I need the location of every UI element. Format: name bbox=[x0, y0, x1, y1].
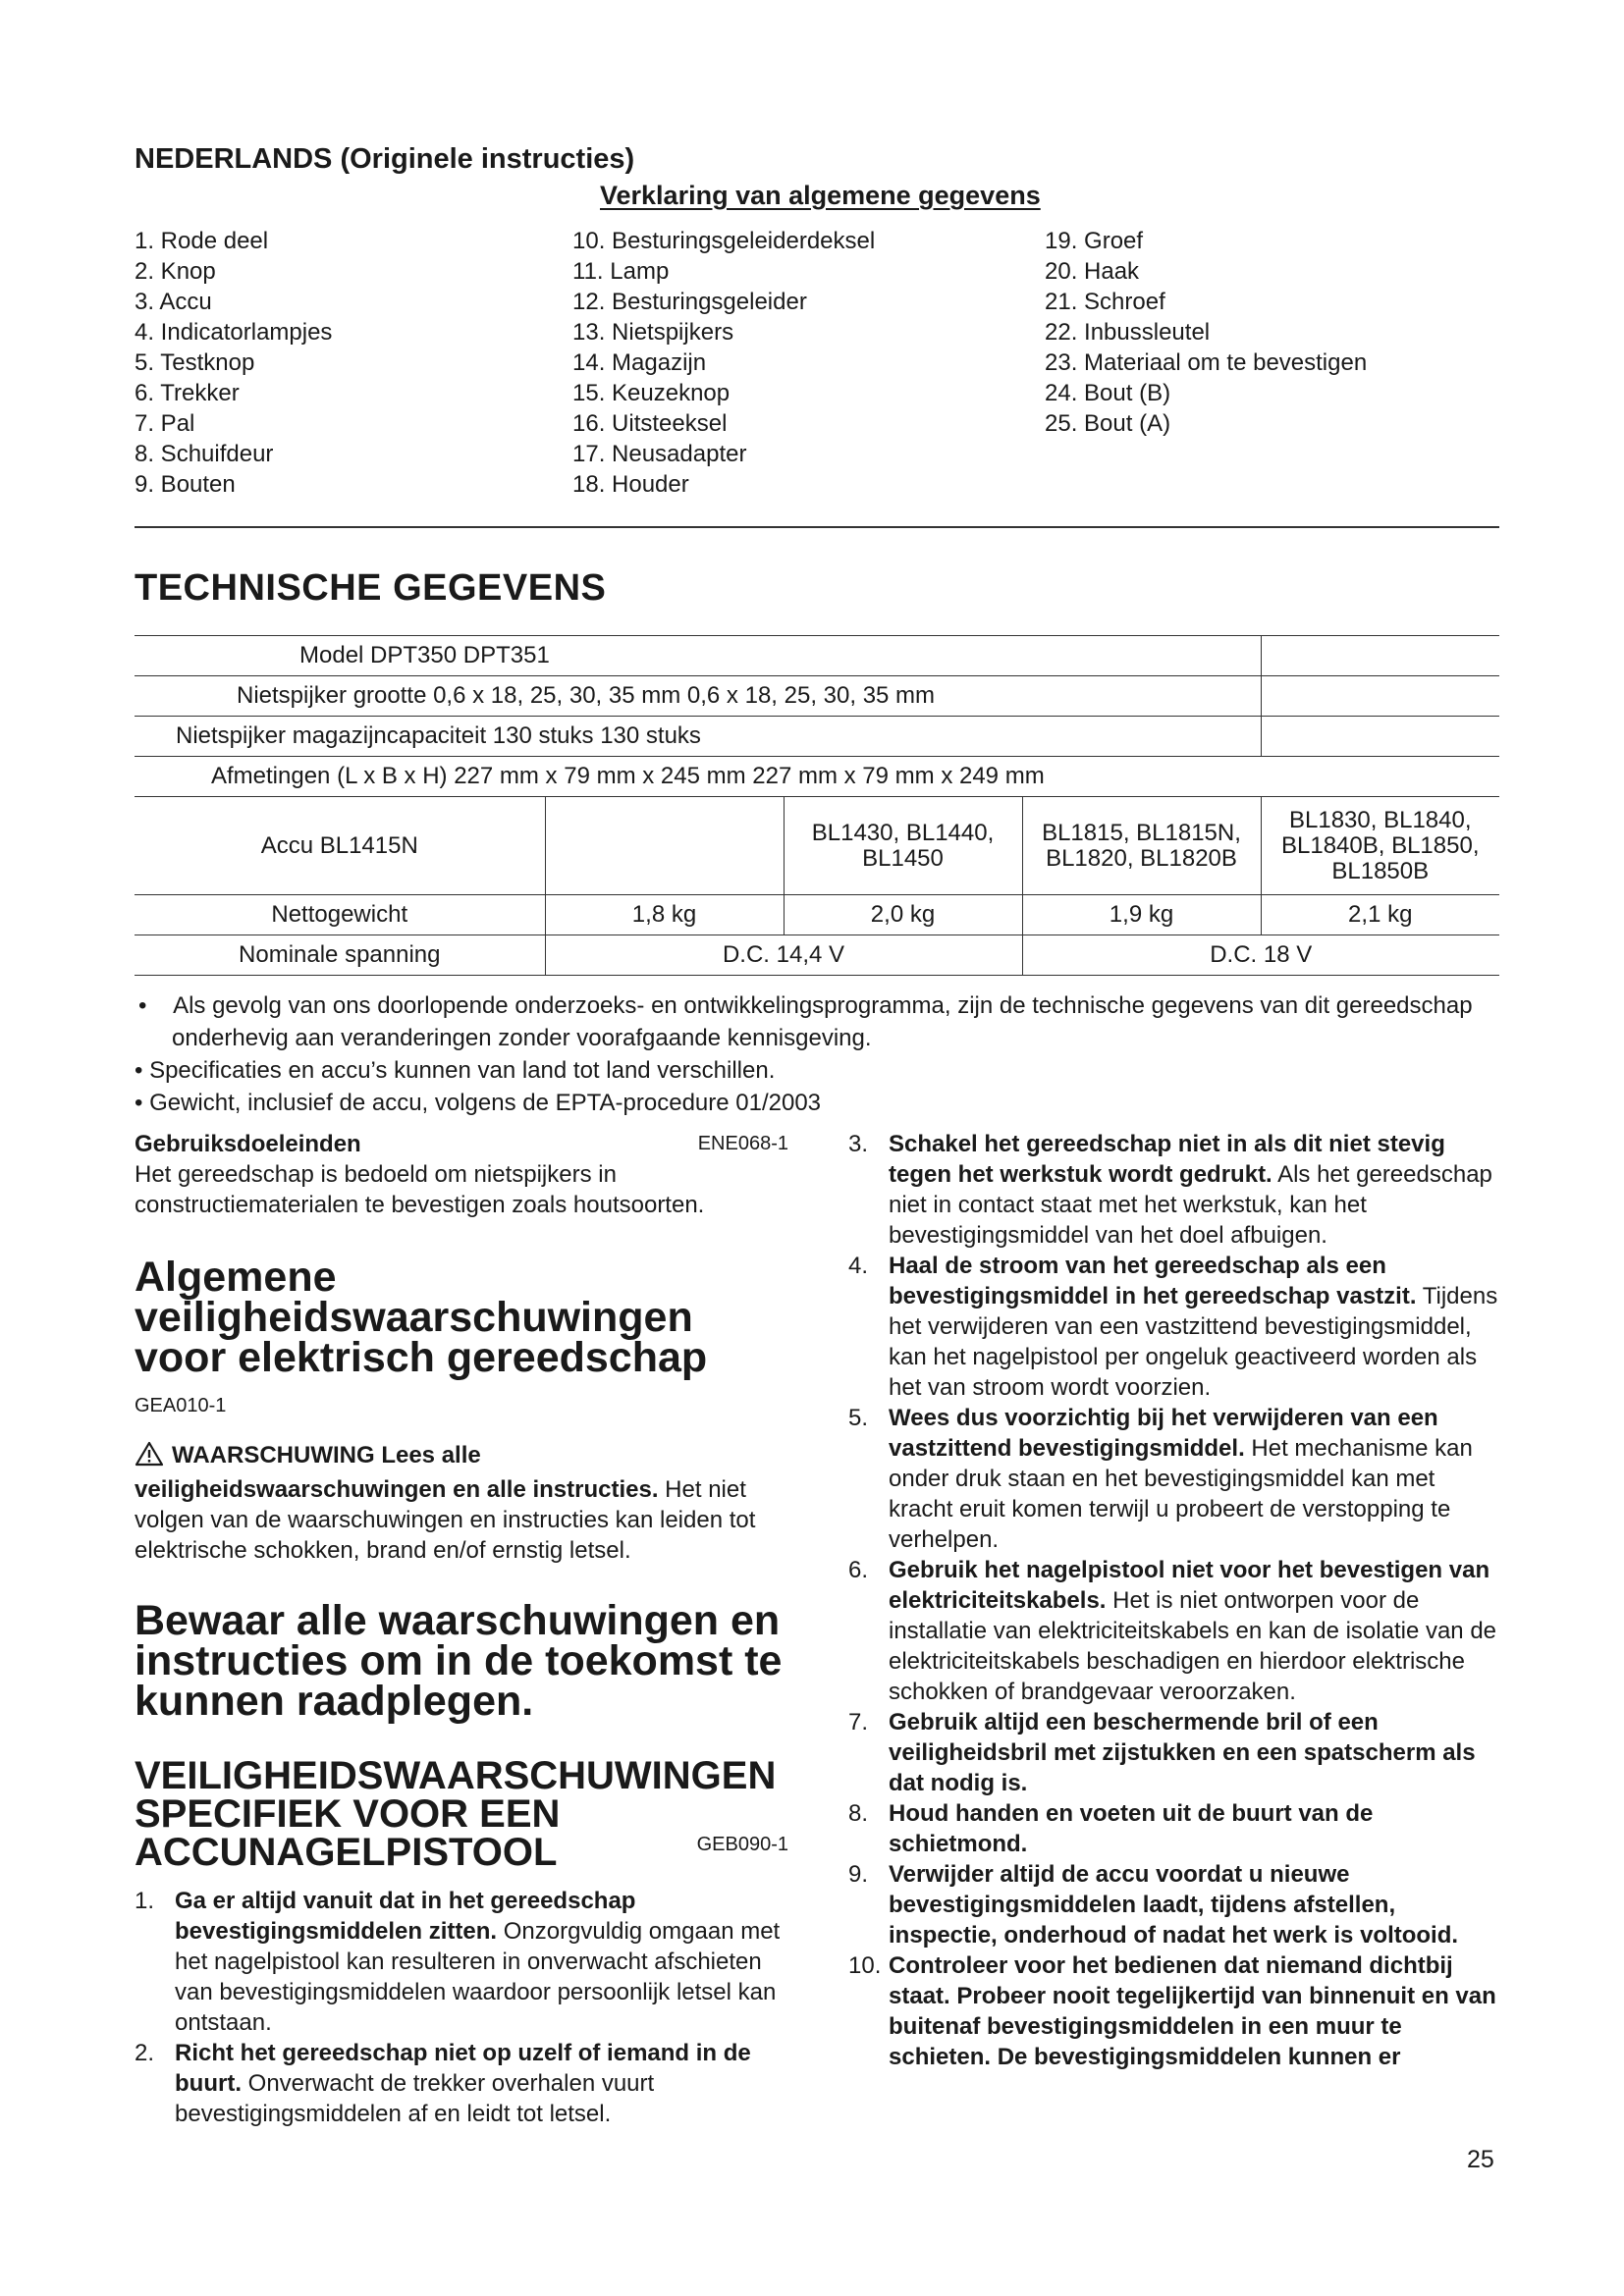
list-item: 8. Houd handen en voeten uit de buurt van de schietmond. bbox=[848, 1800, 1374, 1857]
legend-item: 24. Bout (B) bbox=[1045, 380, 1171, 406]
save-instructions-heading: Bewaar alle waarschuwingen en instructies om in de toekomst te kunnen raadplegen. bbox=[135, 1597, 783, 1725]
spec-weight-cell: 2,1 kg bbox=[1261, 895, 1499, 935]
legend-item: 8. Schuifdeur bbox=[135, 441, 274, 467]
table-row bbox=[135, 636, 1499, 676]
warning-icon bbox=[135, 1441, 164, 1474]
legend-item: 20. Haak bbox=[1045, 258, 1140, 285]
note-item: • Gewicht, inclusief de accu, volgens de EPTA-procedure 01/2003 bbox=[135, 1090, 822, 1116]
spec-accu-cell: BL1830, BL1840, BL1840B, BL1850, BL1850B bbox=[1261, 797, 1499, 895]
spec-dimensions: Afmetingen (L x B x H) 227 mm x 79 mm x 245 mm 227 mm x 79 mm x 249 mm bbox=[135, 757, 1499, 797]
legend-item: 2. Knop bbox=[135, 258, 216, 285]
legend-item: 12. Besturingsgeleider bbox=[572, 289, 807, 315]
legend-item: 6. Trekker bbox=[135, 380, 240, 406]
general-safety-heading: Algemene veiligheidswaarschuwingen voor elektrisch gereedschap GEA010-1 bbox=[135, 1254, 708, 1416]
legend-item: 9. Bouten bbox=[135, 471, 236, 498]
list-item: 3. Schakel het gereedschap niet in als dit niet stevig tegen het werkstuk wordt gedrukt. Als het gereedschap niet in contact staat met het werkstuk, kan het bevestigingsmiddel van het doel afbuigen. bbox=[848, 1131, 1492, 1249]
spec-accu-label: Accu BL1415N bbox=[135, 797, 545, 895]
table-row bbox=[135, 676, 1499, 717]
list-item: 6. Gebruik het nagelpistool niet voor het bevestigen van elektriciteitskabels. Het is niet ontworpen voor de installatie van elektriciteitskabels en kan de isolatie van de elektriciteitskabels beschadigen en hierdoor elektrische schokken of brandgevaar veroorzaken. bbox=[848, 1557, 1497, 1705]
list-item: 1. Ga er altijd vanuit dat in het gereedschap bevestigingsmiddelen zitten. Onzorgvuldig omgaan met het nagelpistool kan resulteren in onverwacht afschieten van bevestigingsmiddelen waardoor persoonlijk letsel kan ontstaan. bbox=[135, 1888, 781, 2036]
section-divider bbox=[135, 526, 1499, 528]
intended-use-heading: Gebruiksdoeleinden ENE068-1 bbox=[135, 1131, 788, 1157]
ref-code: GEA010-1 bbox=[135, 1395, 227, 1416]
spec-capacity: Nietspijker magazijncapaciteit 130 stuks 130 stuks bbox=[135, 717, 1261, 757]
legend-column-2 bbox=[572, 226, 875, 500]
spec-weight-cell: 1,9 kg bbox=[1022, 895, 1261, 935]
list-item: 7. Gebruik altijd een beschermende bril of een veiligheidsbril met zijstukken en een spatscherm als dat nodig is. bbox=[848, 1709, 1476, 1796]
list-item: 10. Controleer voor het bedienen dat niemand dichtbij staat. Probeer nooit tegelijkertijd van binnenuit en van buitenaf bevestigingsmiddelen in een muur te schieten. De bevestigingsmiddelen kunnen er bbox=[848, 1952, 1496, 2070]
left-column bbox=[135, 1129, 788, 2129]
intended-use-text: Het gereedschap is bedoeld om nietspijkers in constructiematerialen te bevestigen zoals houtsoorten. bbox=[135, 1161, 705, 1218]
legend-item: 5. Testknop bbox=[135, 349, 255, 376]
spec-accu-cell: BL1815, BL1815N, BL1820, BL1820B bbox=[1022, 797, 1261, 895]
note-item: • Specificaties en accu’s kunnen van land tot land verschillen. bbox=[135, 1057, 776, 1084]
safety-list-left bbox=[135, 1886, 788, 2129]
note-item: • Als gevolg van ons doorlopende onderzoeks- en ontwikkelingsprogramma, zijn de technische gegevens van dit gereedschap onderhevig aan veranderingen zonder voorafgaande kennisgeving. bbox=[138, 992, 1473, 1051]
spec-accu-cell: BL1430, BL1440, BL1450 bbox=[784, 797, 1022, 895]
legend-column-3 bbox=[1045, 226, 1367, 439]
spec-accu-cell bbox=[545, 797, 784, 895]
legend-column-1 bbox=[135, 226, 332, 500]
legend-item: 13. Nietspijkers bbox=[572, 319, 734, 346]
legend-item: 1. Rode deel bbox=[135, 228, 269, 254]
legend-item: 23. Materiaal om te bevestigen bbox=[1045, 349, 1368, 376]
language-title: NEDERLANDS (Originele instructies) bbox=[135, 143, 635, 175]
legend-item: 15. Keuzeknop bbox=[572, 380, 731, 406]
legend-item: 19. Groef bbox=[1045, 228, 1144, 254]
legend-title: Verklaring van algemene gegevens bbox=[600, 181, 1041, 210]
list-item: 9. Verwijder altijd de accu voordat u nieuwe bevestigingsmiddelen laadt, tijdens afstellen, inspectie, onderhoud of nadat het werk is voltooid. bbox=[848, 1861, 1459, 1949]
spec-title: TECHNISCHE GEGEVENS bbox=[135, 567, 607, 609]
spec-model: Model DPT350 DPT351 bbox=[135, 636, 1261, 676]
spec-voltage-cell: D.C. 14,4 V bbox=[545, 935, 1022, 976]
legend-item: 17. Neusadapter bbox=[572, 441, 747, 467]
table-row bbox=[135, 717, 1499, 757]
legend-item: 25. Bout (A) bbox=[1045, 410, 1171, 437]
legend-item: 14. Magazijn bbox=[572, 349, 707, 376]
ref-code: GEB090-1 bbox=[696, 1834, 788, 1855]
ref-code: ENE068-1 bbox=[697, 1133, 788, 1154]
table-row bbox=[135, 895, 1499, 935]
table-row bbox=[135, 757, 1499, 797]
list-item: 2. Richt het gereedschap niet op uzelf of iemand in de buurt. Onverwacht de trekker overhalen vuurt bevestigingsmiddelen af en leidt tot letsel. bbox=[135, 2040, 751, 2127]
table-row bbox=[135, 797, 1499, 895]
legend-item: 21. Schroef bbox=[1045, 289, 1165, 315]
legend-item: 10. Besturingsgeleiderdeksel bbox=[572, 228, 876, 254]
legend-item: 7. Pal bbox=[135, 410, 195, 437]
spec-weight-cell: 1,8 kg bbox=[545, 895, 784, 935]
specific-safety-heading: VEILIGHEIDSWAARSCHUWINGEN SPECIFIEK VOOR EEN ACCUNAGELPISTOOL GEB090-1 bbox=[135, 1754, 788, 1874]
legend-item: 11. Lamp bbox=[572, 258, 670, 285]
legend-item: 22. Inbussleutel bbox=[1045, 319, 1211, 346]
list-item: 4. Haal de stroom van het gereedschap als een bevestigingsmiddel in het gereedschap vastzit. Tijdens het verwijderen van een vastzittend bevestigingsmiddel, kan het nagelpistool per ongeluk geactiveerd worden als het van stroom wordt voorzien. bbox=[848, 1253, 1498, 1401]
legend-item: 16. Uitsteeksel bbox=[572, 410, 728, 437]
list-item: 5. Wees dus voorzichtig bij het verwijderen van een vastzittend bevestigingsmiddel. Het mechanisme kan onder druk staan en het bevestigingsmiddel kan met kracht eruit komen terwijl u probeert de verstopping te verhelpen. bbox=[848, 1405, 1473, 1553]
table-row bbox=[135, 935, 1499, 976]
legend-item: 3. Accu bbox=[135, 289, 212, 315]
spec-table bbox=[135, 635, 1499, 976]
spec-nail-size: Nietspijker grootte 0,6 x 18, 25, 30, 35 mm 0,6 x 18, 25, 30, 35 mm bbox=[135, 676, 1261, 717]
page-number: 25 bbox=[1467, 2146, 1494, 2173]
spec-voltage-label: Nominale spanning bbox=[135, 935, 545, 976]
legend-item: 4. Indicatorlampjes bbox=[135, 319, 333, 346]
spec-notes bbox=[135, 989, 1509, 1119]
legend-item: 18. Houder bbox=[572, 471, 689, 498]
general-safety-warning: WAARSCHUWING Lees alle veiligheidswaarschuwingen en alle instructies. Het niet volgen van de waarschuwingen en instructies kan leiden tot elektrische schokken, brand en/of ernstig letsel. bbox=[135, 1442, 756, 1564]
spec-weight-label: Nettogewicht bbox=[135, 895, 545, 935]
spec-weight-cell: 2,0 kg bbox=[784, 895, 1022, 935]
spec-voltage-cell: D.C. 18 V bbox=[1022, 935, 1499, 976]
right-column bbox=[848, 1129, 1499, 2072]
